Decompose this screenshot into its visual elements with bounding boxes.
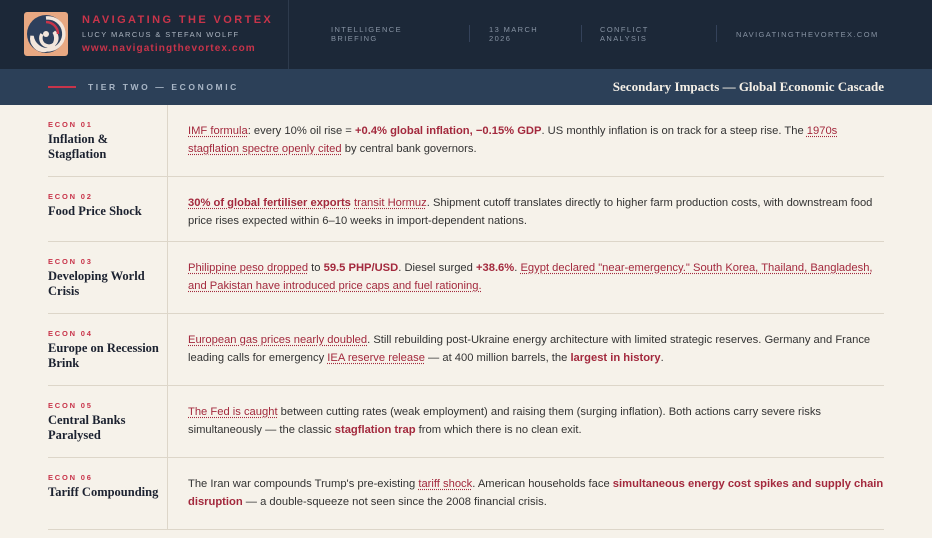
body-text: by central bank governors. (341, 143, 477, 155)
row-body (188, 259, 884, 295)
meta-line: CONFLICT (600, 25, 649, 34)
meta-separator (581, 25, 582, 42)
table-row (48, 386, 884, 458)
body-text: — at 400 million barrels, the (424, 352, 571, 364)
row-title: Central Banks Paralysed (48, 413, 126, 442)
meta-line[interactable]: NAVIGATINGTHEVORTEX.COM (736, 30, 879, 39)
row-label-cell (48, 177, 168, 241)
source-link[interactable]: Egypt declared "near-emergency." South Korea, Thailand, Bangladesh, and Pakistan have introduced price caps and fuel rationing. (188, 262, 873, 292)
source-link[interactable]: 1970s stagflation spectre openly cited (188, 125, 838, 155)
row-label-cell (48, 458, 168, 529)
row-code: ECON 06 (48, 473, 93, 482)
section-band (0, 69, 932, 105)
row-body (188, 331, 884, 367)
table-row (48, 177, 884, 242)
meta-analysis (600, 25, 649, 43)
body-text: . (514, 262, 521, 274)
meta-line: 2026 (489, 34, 512, 43)
body-text: The Iran war compounds Trump's pre-existing (188, 478, 419, 490)
tier-label: TIER TWO — ECONOMIC (88, 82, 239, 92)
masthead (0, 0, 932, 69)
row-label-cell (48, 386, 168, 457)
table-row (48, 314, 884, 386)
highlight-text: 59.5 PHP/USD (323, 262, 399, 274)
body-text: . (660, 352, 664, 364)
brand-url-link[interactable]: www.navigatingthevortex.com (82, 43, 256, 54)
row-code: ECON 04 (48, 329, 93, 338)
meta-line: ANALYSIS (600, 34, 648, 43)
row-code: ECON 05 (48, 401, 93, 410)
row-title: Inflation & Stagflation (48, 132, 109, 161)
meta-date (489, 25, 538, 43)
source-link[interactable]: Philippine peso dropped (188, 262, 309, 274)
impact-table (48, 105, 884, 530)
source-link[interactable]: transit Hormuz (354, 197, 427, 209)
meta-line: INTELLIGENCE (331, 25, 402, 34)
meta-separator (469, 25, 470, 42)
meta-site-link[interactable] (736, 30, 879, 39)
body-text: . Shipment cutoff translates directly to higher farm production costs, with downstream food price rises expected within 6–10 weeks in import-dependent nations. (188, 197, 873, 227)
row-code: ECON 02 (48, 192, 93, 201)
highlight-text: largest in history (570, 352, 661, 364)
row-body (188, 475, 884, 511)
table-row (48, 105, 884, 177)
row-title: Europe on Recession Brink (48, 341, 159, 370)
body-text: . Diesel surged (398, 262, 476, 274)
section-heading: Secondary Impacts — Global Economic Cascade (612, 79, 884, 94)
source-link[interactable]: IEA reserve release (327, 352, 425, 364)
brand-authors: LUCY MARCUS & STEFAN WOLFF (82, 30, 240, 39)
row-code: ECON 01 (48, 120, 93, 129)
row-label-cell (48, 242, 168, 313)
source-link[interactable]: IMF formula (188, 125, 248, 137)
row-title: Food Price Shock (48, 204, 142, 218)
body-text: from which there is no clean exit. (415, 424, 582, 436)
body-text: between cutting rates (weak employment) and raising them (surging inflation). Both actions carry severe risks simultaneously — the classic (188, 406, 822, 436)
masthead-divider (288, 0, 289, 69)
body-text: to (308, 262, 324, 274)
highlight-link[interactable]: 30% of global fertiliser exports (188, 197, 351, 209)
row-body (188, 194, 884, 230)
highlight-text: +0.4% global inflation, −0.15% GDP (354, 125, 542, 137)
row-title: Tariff Compounding (48, 485, 159, 499)
source-link[interactable]: tariff shock (418, 478, 473, 490)
row-title: Developing World Crisis (48, 269, 145, 298)
meta-line: 13 MARCH (489, 25, 539, 34)
row-body (188, 122, 884, 158)
body-text: — a double-squeeze not seen since the 2008 financial crisis. (242, 496, 547, 508)
body-text: . American households face (472, 478, 613, 490)
body-text: : every 10% oil rise = (247, 125, 355, 137)
row-body (188, 403, 884, 439)
brand-title: NAVIGATING THE VORTEX (82, 14, 274, 26)
source-link[interactable]: European gas prices nearly doubled (188, 334, 368, 346)
meta-separator (716, 25, 717, 42)
highlight-text: simultaneous energy cost spikes and supply chain disruption (188, 478, 884, 508)
table-row (48, 458, 884, 530)
row-label-cell (48, 105, 168, 176)
highlight-text: stagflation trap (334, 424, 416, 436)
row-code: ECON 03 (48, 257, 93, 266)
meta-briefing (331, 25, 402, 43)
source-link[interactable]: The Fed is caught (188, 406, 278, 418)
vortex-logo-icon[interactable] (24, 12, 68, 56)
meta-line: BRIEFING (331, 34, 378, 43)
body-text: . US monthly inflation is on track for a steep rise. The (541, 125, 807, 137)
row-label-cell (48, 314, 168, 385)
accent-rule (48, 86, 76, 88)
body-text: . Still rebuilding post-Ukraine energy architecture with limited strategic reserves. Germany and France leading calls for emergency (188, 334, 871, 364)
table-row (48, 242, 884, 314)
highlight-text: +38.6% (475, 262, 515, 274)
